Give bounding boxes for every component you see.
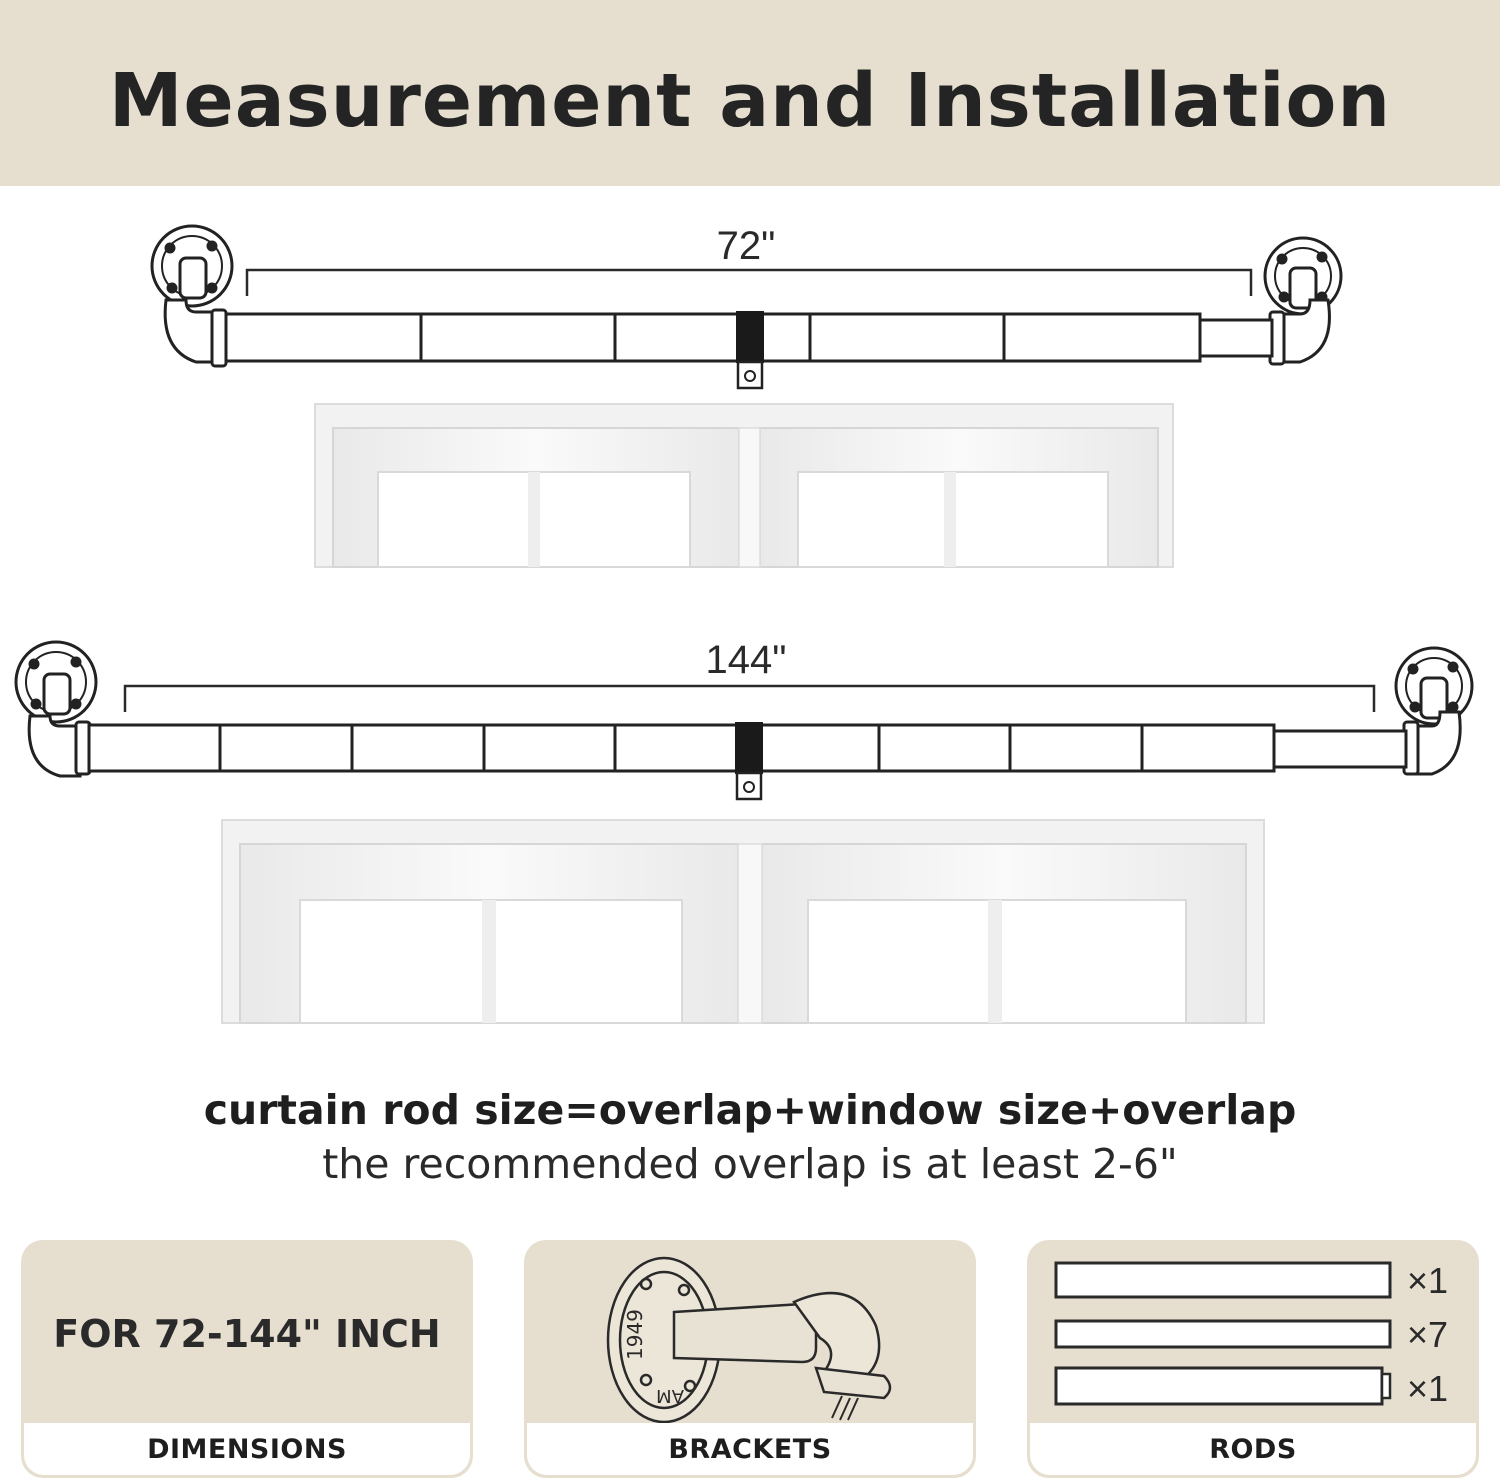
top-length-label: 72" xyxy=(716,224,776,268)
rod-size-formula: curtain rod size=overlap+window size+overlap xyxy=(203,1086,1297,1134)
wall-bracket-icon xyxy=(16,642,96,776)
rods-label: RODS xyxy=(1030,1423,1476,1475)
rod-end-icon xyxy=(1382,1374,1390,1398)
rod-ring-clip-icon xyxy=(736,311,764,388)
brackets-card xyxy=(524,1240,976,1478)
dimensions-label: DIMENSIONS xyxy=(24,1423,470,1475)
rod-qty: ×1 xyxy=(1407,1260,1449,1301)
bracket-illustration-icon xyxy=(524,1240,976,1430)
rod-qty: ×7 xyxy=(1407,1314,1449,1355)
window-icon xyxy=(315,404,1173,567)
top-dimension-line xyxy=(247,270,1251,296)
rod-piece-icon xyxy=(1056,1263,1390,1297)
wall-bracket-icon xyxy=(1265,238,1341,364)
brackets-label: BRACKETS xyxy=(527,1423,973,1475)
dimensions-range: FOR 72-144" INCH xyxy=(53,1312,441,1356)
page-title: Measurement and Installation xyxy=(108,58,1392,144)
rods-card xyxy=(1027,1240,1479,1478)
overlap-note: the recommended overlap is at least 2-6" xyxy=(322,1140,1178,1188)
rod-qty: ×1 xyxy=(1407,1368,1449,1409)
dimensions-card xyxy=(21,1240,473,1478)
window-icon xyxy=(222,820,1264,1023)
bottom-dimension-line xyxy=(125,686,1374,712)
bracket-stamp-bottom: AM xyxy=(656,1385,684,1406)
rod-piece-icon xyxy=(1056,1321,1390,1347)
rod-piece-icon xyxy=(1056,1368,1382,1404)
bottom-length-label: 144" xyxy=(705,638,787,682)
bracket-stamp-top: 1949 xyxy=(623,1309,647,1360)
wall-bracket-icon xyxy=(152,226,232,366)
rod-ring-clip-icon xyxy=(735,722,763,799)
